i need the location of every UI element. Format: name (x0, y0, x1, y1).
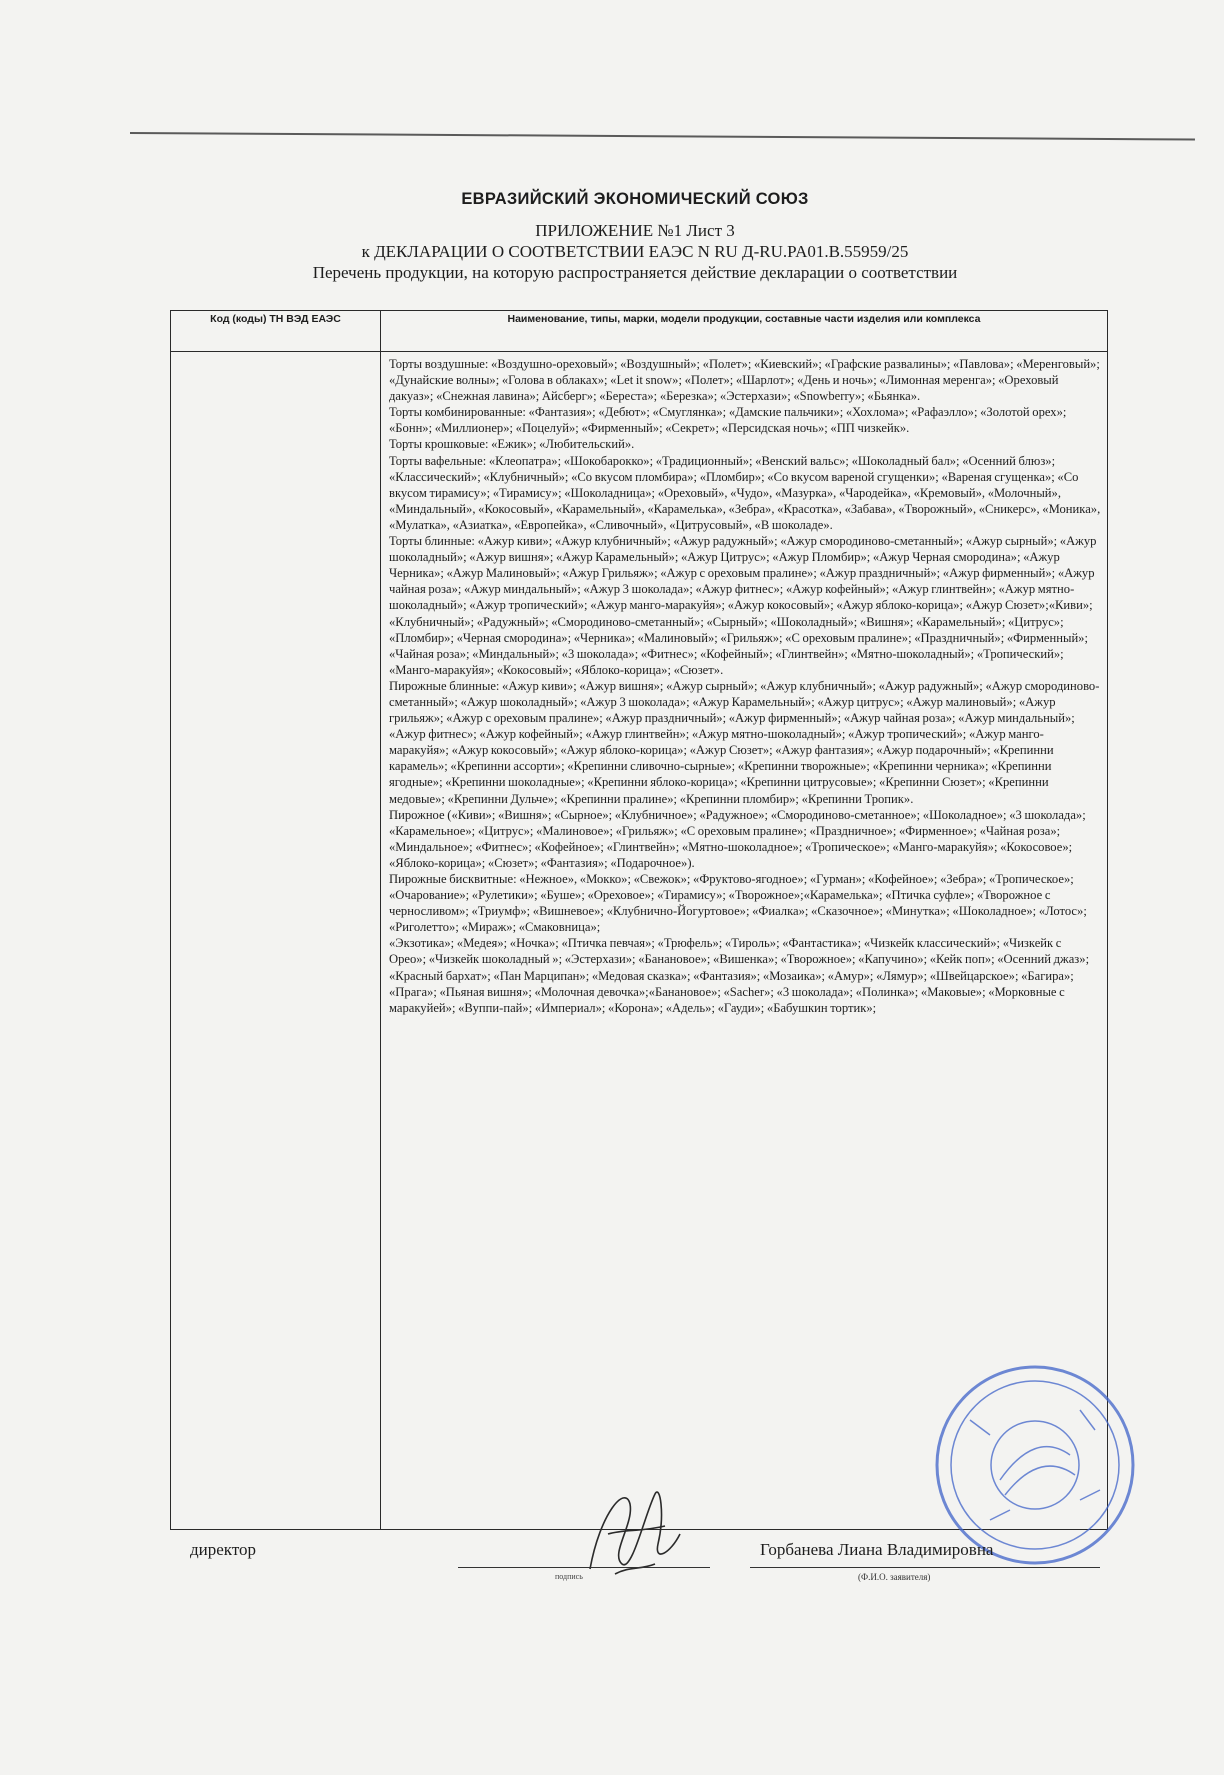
products-table (170, 310, 1108, 1530)
product-paragraph: Пирожное («Киви»; «Вишня»; «Сырное»; «Клубничное»; «Радужное»; «Смородиново-сметанное»; «Шоколадное»; «3 шоколада»; «Карамельное»; «Цитрус»; «Малиновое»; «Грильяж»; «С ореховым пралине»; «Праздничное»; «Фирменное»; «Чайная роза»; «Миндальное»; «Фитнес»; «Кофейное»; «Глинтвейн»; «Мятно-шоколадное»; «Тропическое»; «Манго-маракуйя»; «Кокосовое»; «Яблоко-корица»; «Сюзет»; «Фантазия»; «Подарочное»). (389, 807, 1086, 870)
product-paragraph: «Экзотика»; «Медея»; «Ночка»; «Птичка певчая»; «Трюфель»; «Тироль»; «Фантастика»; «Чизкейк классический»; «Чизкейк с Орео»; «Чизкейк шоколадный »; «Эстерхази»; «Банановое»; «Вишенка»; «Творожное»; «Капучино»; «Кейк поп»; «Осенний джаз»; «Красный бархат»; «Пан Марципан»; «Медовая сказка»; «Фантазия»; «Мозаика»; «Амур»; «Лямур»; «Швейцарское»; «Багира»; «Прага»; «Пьяная вишня»; «Молочная девочка»;«Банановое»; «Sacher»; «3 шоколада»; «Полинка»; «Маковые»; «Морковные с маракуйей»; «Вуппи-пай»; «Империал»; «Корона»; «Адель»; «Гауди»; «Бабушкин тортик»; (389, 936, 1090, 1015)
name-line (750, 1567, 1100, 1568)
document-header (150, 190, 1120, 283)
declaration-number: к ДЕКЛАРАЦИИ О СООТВЕТСТВИИ ЕАЭС N RU Д-RU.PA01.B.55959/25 (361, 242, 909, 261)
product-paragraph: Торты воздушные: «Воздушно-ореховый»; «Воздушный»; «Полет»; «Киевский»; «Графские развалины»; «Павлова»; «Меренговый»; «Дунайские волны»; «Голова в облаках»; «Let it snow»; «Полет»; «Шарлот»; «День и ночь»; «Лимонная меренга»; «Ореховый дакуаз»; «Снежная лавина»; Айсберг»; «Береста»; «Березка»; «Эстерхази»; «Snowberry»; «Бьянка». (389, 357, 1100, 404)
product-names-cell (381, 352, 1108, 1530)
signer-position: директор (190, 1540, 257, 1559)
scope-description: Перечень продукции, на которую распространяется действие декларации о соответствии (312, 263, 958, 282)
signature-line (458, 1567, 710, 1568)
product-paragraph: Пирожные бисквитные: «Нежное», «Мокко»; «Свежок»; «Фруктово-ягодное»; «Гурман»; «Кофейное»; «Зебра»; «Тропическое»; «Очарование»; «Рулетики»; «Буше»; «Ореховое»; «Тирамису»; «Творожное»;«Карамелька»; «Птичка суфле»; «Творожное с черносливом»; «Триумф»; «Вишневое»; «Клубнично-Йогуртовое»; «Фиалка»; «Сказочное»; «Минутка»; «Шоколадное»; «Лотос»; «Риголетто»; «Мираж»; «Смаковница»; (389, 872, 1087, 935)
column-header-names: Наименование, типы, марки, модели продукции, составные части изделия или комплекса (381, 311, 1108, 352)
appendix-title: ПРИЛОЖЕНИЕ №1 Лист 3 (535, 221, 735, 240)
signature-block (190, 1534, 1100, 1594)
union-title: ЕВРАЗИЙСКИЙ ЭКОНОМИЧЕСКИЙ СОЮЗ (461, 190, 809, 208)
product-paragraph: Пирожные блинные: «Ажур киви»; «Ажур вишня»; «Ажур сырный»; «Ажур клубничный»; «Ажур радужный»; «Ажур смородиново-сметанный»; «Ажур шоколадный»; «Ажур 3 шоколада»; «Ажур Карамельный»; «Ажур цитрус»; «Ажур малиновый»; «Ажур грильяж»; «Ажур с ореховым пралине»; «Ажур праздничный»; «Ажур фирменный»; «Ажур чайная роза»; «Ажур миндальный»; «Ажур фитнес»; «Ажур кофейный»; «Ажур глинтвейн»; «Ажур мятно-шоколадный»; «Ажур тропический»; «Ажур манго-маракуйя»; «Ажур кокосовый»; «Ажур яблоко-корица»; «Ажур Сюзет»; «Ажур фантазия»; «Ажур подарочный»; «Крепинни карамель»; «Крепинни ассорти»; «Крепинни сливочно-сырные»; «Крепинни творожные»; «Крепинни черника»; «Крепинни ягодные»; «Крепинни шоколадные»; «Крепинни яблоко-корица»; «Крепинни цитрусовые»; «Крепинни Сюзет»; «Крепинни медовые»; «Крепинни Дульче»; «Крепинни пралине»; «Крепинни пломбир»; «Крепинни Тропик». (389, 678, 1100, 806)
signature-caption: подпись (555, 1572, 583, 1581)
signer-name: Горбанева Лиана Владимировна (760, 1540, 994, 1559)
code-cell (171, 352, 381, 1530)
product-paragraph: Торты комбинированные: «Фантазия»; «Дебют»; «Смуглянка»; «Дамские пальчики»; «Хохлома»; «Рафаэлло»; «Золотой орех»; «Бонн»; «Миллионер»; «Поцелуй»; «Фирменный»; «Секрет»; «Персидская ночь»; «ПП чизкейк». (389, 405, 1067, 436)
product-paragraph: Торты крошковые: «Ежик»; «Любительский». (389, 437, 635, 452)
name-caption: (Ф.И.О. заявителя) (858, 1572, 931, 1582)
product-paragraph: Торты блинные: «Ажур киви»; «Ажур клубничный»; «Ажур радужный»; «Ажур смородиново-сметанный»; «Ажур сырный»; «Ажур шоколадный»; «Ажур вишня»; «Ажур Карамельный»; «Ажур Цитрус»; «Ажур Пломбир»; «Ажур Черная смородина»; «Ажур Черника»; «Ажур Малиновый»; «Ажур Грильяж»; «Ажур с ореховым пралине»; «Ажур праздничный»; «Ажур фирменный»; «Ажур чайная роза»; «Ажур миндальный»; «Ажур 3 шоколада»; «Ажур фитнес»; «Ажур кофейный»; «Ажур глинтвейн»; «Ажур мятно-шоколадный»; «Ажур тропический»; «Ажур манго-маракуйя»; «Ажур кокосовый»; «Ажур яблоко-корица»; «Ажур Сюзет»;«Киви»; «Клубничный»; «Радужный»; «Смородиново-сметанный»; «Сырный»; «Шоколадный»; «Вишня»; «Карамельный»; «Цитрус»; «Пломбир»; «Черная смородина»; «Черника»; «Малиновый»; «Грильяж»; «С ореховым пралине»; «Праздничный»; «Фирменный»; «Чайная роза»; «Миндальный»; «3 шоколада»; «Фитнес»; «Кофейный»; «Глинтвейн»; «Мятно-шоколадный»; «Тропический»; «Манго-маракуйя»; «Кокосовый»; «Яблоко-корица»; «Сюзет». (389, 534, 1097, 677)
page-top-edge (130, 132, 1195, 141)
table-header-row (171, 311, 1108, 352)
product-paragraph: Торты вафельные: «Клеопатра»; «Шокобарокко»; «Традиционный»; «Венский вальс»; «Шоколадный бал»; «Осенний блюз»; «Классический»; «Клубничный»; «Со вкусом пломбира»; «Пломбир»; «Со вкусом вареной сгущенки»; «Вареная сгущенка»; «Со вкусом тирамису»; «Тирамису»; «Шоколадница»; «Ореховый», «Чудо», «Мазурка», «Чародейка», «Кремовый», «Молочный», «Миндальный», «Кокосовый», «Карамельный», «Карамелька», «Зебра», «Красотка», «Забава», «Творожный», «Сникерс», «Моника», «Мулатка», «Азиатка», «Европейка», «Сливочный», «Цитрусовый», «В шоколаде». (389, 453, 1101, 532)
column-header-code: Код (коды) ТН ВЭД ЕАЭС (171, 311, 381, 352)
table-row (171, 352, 1108, 1530)
